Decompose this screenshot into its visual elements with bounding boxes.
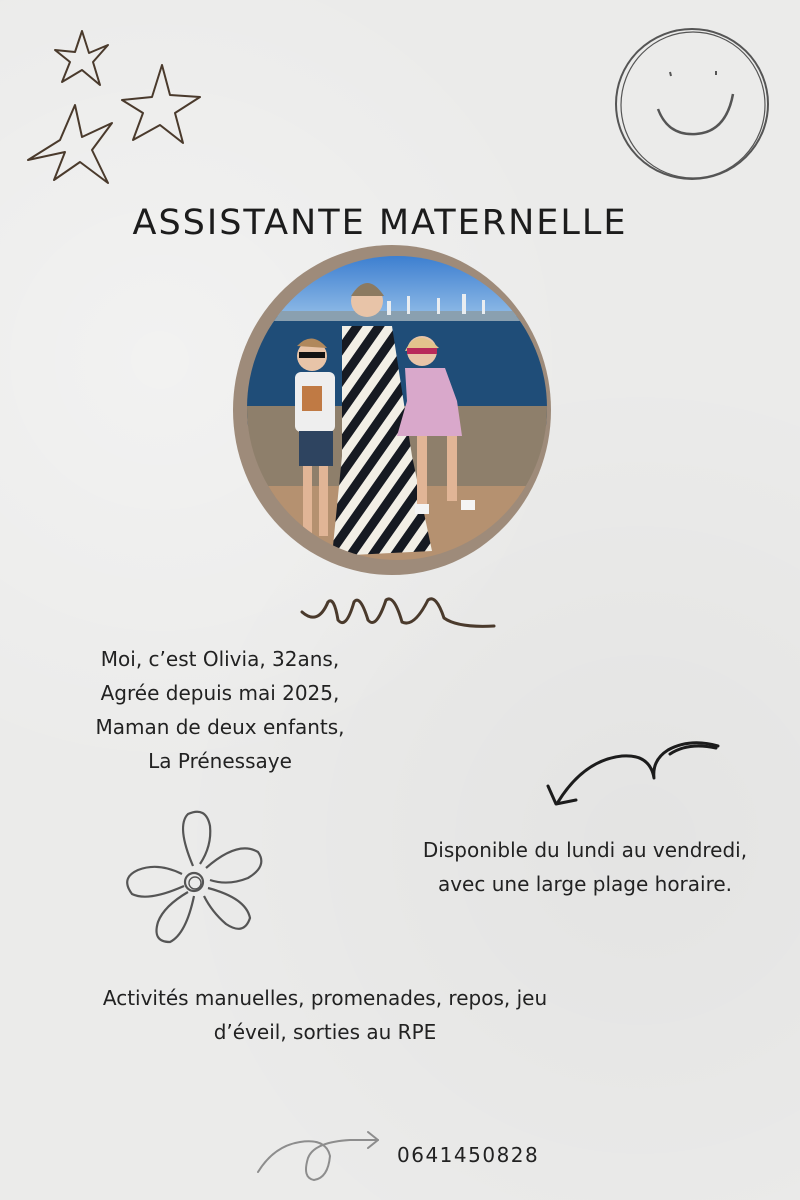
intro-line: Maman de deux enfants, [95, 715, 345, 739]
loop-arrow-icon [254, 1128, 386, 1186]
availability-text [370, 833, 800, 901]
stars-doodle [20, 25, 210, 205]
intro-line: Moi, c’est Olivia, 32ans, [100, 647, 340, 671]
intro-text [40, 642, 400, 778]
curved-arrow-icon [540, 736, 725, 812]
activities-line: Activités manuelles, promenades, repos, jeu [102, 986, 548, 1010]
availability-line: Disponible du lundi au vendredi, [422, 838, 748, 862]
page-title: ASSISTANTE MATERNELLE [132, 203, 628, 244]
intro-line: La Prénessaye [148, 749, 292, 773]
phone-number[interactable]: 0641450828 [397, 1143, 540, 1167]
availability-line: avec une large plage horaire. [437, 872, 733, 896]
star-icon [55, 31, 108, 85]
star-icon [28, 105, 112, 183]
activities-text [30, 981, 620, 1049]
activities-line: d’éveil, sorties au RPE [213, 1020, 437, 1044]
wave-icon [298, 592, 502, 636]
star-icon [122, 65, 200, 143]
smiley-icon [608, 24, 778, 189]
intro-line: Agrée depuis mai 2025, [100, 681, 340, 705]
flower-icon [118, 806, 273, 951]
family-photo [247, 256, 547, 560]
